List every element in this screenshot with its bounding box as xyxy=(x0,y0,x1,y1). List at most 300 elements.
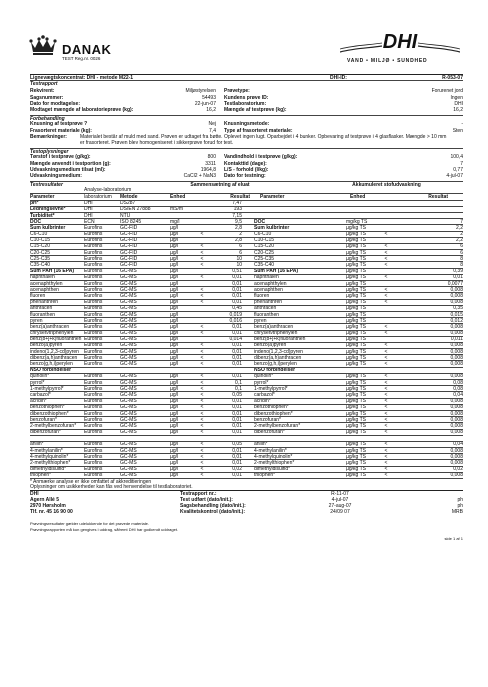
result-param: benzo(a)pyren xyxy=(30,342,63,349)
result-qualifier: < xyxy=(200,466,204,472)
info-label: Sagsnummer: xyxy=(30,94,64,101)
result-qualifier2: < xyxy=(384,249,388,256)
result-param2: NSO forbindelser xyxy=(254,367,296,373)
result-param2: C35-C40 xyxy=(254,262,275,268)
result-qualifier2: < xyxy=(384,422,388,429)
result-unit: µg/l xyxy=(170,292,179,299)
result-param: anthracen xyxy=(30,305,53,311)
result-value2: 0,008 xyxy=(450,354,463,361)
result-method: GC-MS xyxy=(120,274,137,280)
result-method: DS/EN 27888 xyxy=(120,206,151,212)
result-value: 0,01 xyxy=(232,398,242,404)
result-lab: Eurofins xyxy=(84,342,103,349)
prep-value: - xyxy=(461,121,463,128)
result-unit2: µg/kg TS xyxy=(346,336,367,342)
result-unit2: µg/kg TS xyxy=(346,422,367,429)
result-method: GC-FID xyxy=(120,262,138,268)
result-param2: dibenz(a,h)anthracen xyxy=(254,354,302,361)
result-qualifier2: < xyxy=(384,453,388,460)
result-qualifier: < xyxy=(200,231,204,237)
col-lab: laboratorium xyxy=(84,193,112,200)
signoff-label: Kvalitetskontrol (dato/init.): xyxy=(180,509,245,516)
result-unit2: µg/kg TS xyxy=(346,398,367,404)
result-unit2: µg/kg TS xyxy=(346,404,367,410)
prep-label: Knusning af testprøve ? xyxy=(30,121,88,128)
info-label: Rekvirent: xyxy=(30,88,55,95)
result-qualifier: < xyxy=(200,292,204,299)
signoff-hand: 24/09 07 xyxy=(330,509,350,516)
prep-value: 7,4 xyxy=(209,127,216,134)
info-value: Miljøstyrelsen xyxy=(185,88,216,95)
result-param: Turbiditet* xyxy=(30,212,55,219)
result-unit: µg/l xyxy=(170,404,179,410)
result-param: Sum PAH (16 EPA) xyxy=(30,268,74,274)
result-param: Ledningsevne* xyxy=(30,206,66,212)
result-value: 0,1 xyxy=(235,385,242,392)
col-lab-header: Analyse-laboratorium xyxy=(84,187,132,194)
result-param: phenanthren xyxy=(30,299,59,305)
result-unit2: µg/kg TS xyxy=(346,410,367,417)
result-unit: µg/l xyxy=(170,262,179,268)
result-value2: 0,08 xyxy=(453,379,463,386)
test-value: 4-jul-07 xyxy=(446,172,463,179)
result-value: 0,45 xyxy=(232,305,242,311)
info-label: Dato for modtagelse: xyxy=(30,100,81,107)
result-value: 0,05 xyxy=(232,441,242,448)
result-unit: µg/l xyxy=(170,305,179,311)
col-unit2: Enhed xyxy=(350,193,366,200)
result-unit2: µg/kg TS xyxy=(346,342,367,349)
result-unit: µg/l xyxy=(170,398,179,404)
result-value2: 0,008 xyxy=(450,299,463,305)
result-unit2: µg/kg TS xyxy=(346,231,367,237)
result-qualifier: < xyxy=(200,354,204,361)
result-qualifier: < xyxy=(200,274,204,280)
result-value: 10 xyxy=(236,262,242,268)
result-param2: 2-methylbenzofuran* xyxy=(254,422,301,429)
result-lab: Eurofins xyxy=(84,323,103,330)
result-param2: 4-methylanilin* xyxy=(254,447,287,454)
result-unit: µg/l xyxy=(170,299,179,305)
test-value: 7 xyxy=(460,160,463,167)
result-qualifier: < xyxy=(200,342,204,349)
dhi-id-label: DHI-ID: xyxy=(330,74,347,81)
result-method: GC-FID xyxy=(120,237,138,243)
result-qualifier: < xyxy=(200,410,204,417)
result-qualifier2: < xyxy=(384,286,388,293)
section-title: Testrapport xyxy=(30,80,58,87)
signoff-hand: 27-aug-07 xyxy=(328,502,352,509)
result-lab: DHI xyxy=(84,206,93,212)
result-unit2: µg/kg TS xyxy=(346,416,367,423)
result-unit: mS/m xyxy=(170,206,184,212)
result-qualifier: < xyxy=(200,404,204,410)
dhi-tagline: VAND • MILJØ • SUNDHED xyxy=(347,58,428,64)
info-label: Mængde af testprøve (kg): xyxy=(224,107,287,114)
result-method: NTU xyxy=(120,212,131,219)
result-param2: acridin* xyxy=(254,398,271,404)
result-lab: DHI xyxy=(84,212,93,219)
result-value2: 0,008 xyxy=(450,342,463,349)
result-value2: 0,02 xyxy=(453,466,463,472)
result-value: 0,05 xyxy=(232,391,242,398)
result-unit2: µg/kg TS xyxy=(346,262,367,268)
result-param: 2-methylbenzofuran* xyxy=(30,422,77,429)
result-qualifier: < xyxy=(200,323,204,330)
crown-logo-icon xyxy=(28,34,58,56)
result-qualifier2: < xyxy=(384,342,388,349)
result-lab: Eurofins xyxy=(84,472,103,478)
result-unit: µg/l xyxy=(170,323,179,330)
info-value: 16,2 xyxy=(453,107,463,114)
test-value: 1964,8 xyxy=(200,166,216,173)
result-lab: Eurofins xyxy=(84,280,103,287)
result-param: 4-methylquinolin* xyxy=(30,453,69,460)
result-param: 4-methylanilin* xyxy=(30,447,63,454)
result-value2: 0,008 xyxy=(450,398,463,404)
result-unit: µg/l xyxy=(170,268,179,274)
result-unit2: µg/kg TS xyxy=(346,317,367,324)
result-value2: 0,012 xyxy=(450,317,463,324)
result-param: dibenzofuran* xyxy=(30,429,61,435)
result-value: 0,01 xyxy=(232,342,242,349)
result-qualifier: < xyxy=(200,453,204,460)
result-unit: µg/l xyxy=(170,354,179,361)
result-unit: µg/l xyxy=(170,231,179,237)
result-value2: 0,008 xyxy=(450,373,463,379)
result-method: GC-MS xyxy=(120,299,137,305)
result-value: 0,01 xyxy=(232,274,242,280)
result-method: GC-MS xyxy=(120,336,137,342)
result-lab: Eurofins xyxy=(84,237,103,243)
remarks-row xyxy=(30,134,463,140)
result-value: 0,01 xyxy=(232,299,242,305)
result-method: GC-MS xyxy=(120,280,137,287)
result-method: GC-FID xyxy=(120,224,138,231)
results-title: Testresultater xyxy=(30,181,63,188)
result-qualifier2: < xyxy=(384,398,388,404)
result-qualifier2: < xyxy=(384,354,388,361)
result-lab: Eurofins xyxy=(84,391,103,398)
result-value2: 0,011 xyxy=(450,336,463,342)
result-param2: benzo(g,h,i)perylen xyxy=(254,361,297,367)
result-method: GC-MS xyxy=(120,354,137,361)
result-value2: 0,008 xyxy=(450,416,463,423)
result-param2: indeno(1,2,3-cd)pyren xyxy=(254,348,303,355)
result-unit2: µg/kg TS xyxy=(346,466,367,472)
result-unit2: µg/kg TS xyxy=(346,268,367,274)
footer-row xyxy=(30,537,463,543)
result-param2: acenaphthen xyxy=(254,286,283,293)
result-method: GC-MS xyxy=(120,330,137,336)
info-row xyxy=(30,95,463,101)
result-qualifier2: < xyxy=(384,243,388,250)
result-value: 0,01 xyxy=(232,472,242,478)
result-method: GC-MS xyxy=(120,398,137,404)
result-param2: phenanthren xyxy=(254,299,283,305)
result-value2: 0,08 xyxy=(453,385,463,392)
result-qualifier: < xyxy=(200,262,204,268)
dhi-name: DHI xyxy=(382,31,418,53)
result-param: benz(b+j+k)fluoranthen xyxy=(30,336,82,342)
result-lab: Eurofins xyxy=(84,398,103,404)
result-value: 0,01 xyxy=(232,410,242,417)
result-value2: 0,01 xyxy=(453,274,463,280)
result-param2: pyren xyxy=(254,317,267,324)
test-value: 800 xyxy=(207,154,216,161)
test-title: Testoplysninger xyxy=(30,148,69,155)
result-param: benz(a)anthracen xyxy=(30,323,70,330)
result-param: dimethyldisulfid* xyxy=(30,466,67,472)
result-method: GC-MS xyxy=(120,416,137,423)
result-param: acenaphthen xyxy=(30,286,59,293)
result-param2: pyrrol* xyxy=(254,379,269,386)
info-label: Testlaboratorium: xyxy=(224,100,267,107)
result-param2: dimethyldisulfid* xyxy=(254,466,291,472)
result-lab: Eurofins xyxy=(84,243,103,250)
result-unit2: µg/kg TS xyxy=(346,391,367,398)
result-qualifier2: < xyxy=(384,323,388,330)
signoff-left: Tlf. nr. 45 16 90 00 xyxy=(30,509,73,516)
result-method: GC-MS xyxy=(120,472,137,478)
result-param2: C15-C20 xyxy=(254,243,275,250)
prep-row xyxy=(30,121,463,127)
result-unit: µg/l xyxy=(170,361,179,367)
result-unit2: µg/kg TS xyxy=(346,249,367,256)
result-unit2: µg/kg TS xyxy=(346,323,367,330)
result-unit: µg/l xyxy=(170,330,179,336)
result-lab: Eurofins xyxy=(84,429,103,435)
result-method: GC-MS xyxy=(120,361,137,367)
result-param: C6-C10 xyxy=(30,231,48,237)
result-lab: Eurofins xyxy=(84,299,103,305)
result-method: GC-MS xyxy=(120,317,137,324)
result-qualifier2: < xyxy=(384,404,388,410)
result-qualifier2: < xyxy=(384,441,388,448)
result-value2: 0,008 xyxy=(450,330,463,336)
prep-value: Sten xyxy=(452,127,463,134)
result-lab: Eurofins xyxy=(84,262,103,268)
result-value2: 2 xyxy=(460,231,463,237)
info-label: Modtaget mængde af laboratorieprøve (kg): xyxy=(30,107,134,114)
test-label: Vandindhold i testprøve (g/kg): xyxy=(224,154,298,161)
prep-label: Type af frasorteret materiale: xyxy=(224,127,293,134)
result-param2: anilin* xyxy=(254,441,268,448)
result-lab: Eurofins xyxy=(84,336,103,342)
result-param2: fluoren xyxy=(254,292,270,299)
test-label: Kontakttid (dage): xyxy=(224,160,267,167)
info-label: Prøvetype: xyxy=(224,88,250,95)
result-param2: carbazol* xyxy=(254,391,275,398)
signoff-left: Agern Allé 5 xyxy=(30,496,59,503)
result-lab: Eurofins xyxy=(84,441,103,448)
result-unit2: µg/kg TS xyxy=(346,255,367,262)
result-value2: 6 xyxy=(460,243,463,250)
result-lab: Eurofins xyxy=(84,453,103,460)
result-unit: µg/l xyxy=(170,280,179,287)
test-value: 0,77 xyxy=(453,166,463,173)
signoff-row xyxy=(30,503,463,509)
result-unit: µg/l xyxy=(170,379,179,386)
result-lab: ECN xyxy=(84,218,95,225)
result-unit: µg/l xyxy=(170,249,179,256)
test-label: Dato for testning: xyxy=(224,172,266,179)
result-lab: Eurofins xyxy=(84,354,103,361)
result-lab: DHI xyxy=(84,200,93,206)
result-value2: 0,008 xyxy=(450,361,463,367)
result-unit: µg/l xyxy=(170,342,179,349)
result-param: quinolin* xyxy=(30,373,50,379)
result-unit: µg/l xyxy=(170,255,179,262)
result-qualifier: < xyxy=(200,441,204,448)
info-value: 16,2 xyxy=(206,107,216,114)
result-qualifier2: < xyxy=(384,379,388,386)
result-value: 7,47 xyxy=(232,200,242,206)
test-value: 3311 xyxy=(205,160,216,167)
result-value2: 2,2 xyxy=(456,224,463,231)
test-row xyxy=(30,160,463,166)
result-qualifier2: < xyxy=(384,410,388,417)
result-unit: µg/l xyxy=(170,373,179,379)
result-value2: 8 xyxy=(460,255,463,262)
result-value: 0,01 xyxy=(232,429,242,435)
prep-row xyxy=(30,128,463,134)
result-param: dibenz(a,h)anthracen xyxy=(30,354,78,361)
result-param2: benz(b+j+k)fluoranthen xyxy=(254,336,306,342)
result-value2: 6 xyxy=(460,249,463,256)
result-unit: µg/l xyxy=(170,453,179,460)
test-label: Udvaskningsmedium tilsat (ml): xyxy=(30,166,106,173)
info-value: Ingen xyxy=(450,94,463,101)
section-row xyxy=(30,80,463,86)
result-lab: Eurofins xyxy=(84,385,103,392)
result-method: GC-MS xyxy=(120,441,137,448)
result-value: 6 xyxy=(239,249,242,256)
result-param2: fluoranthen xyxy=(254,311,280,318)
result-unit: µg/l xyxy=(170,274,179,280)
result-qualifier2: < xyxy=(384,447,388,454)
result-method: GC-MS xyxy=(120,422,137,429)
info-label: Kundens prøve ID: xyxy=(224,94,269,101)
result-value: 0,01 xyxy=(232,447,242,454)
test-row xyxy=(30,167,463,173)
result-unit2: µg/kg TS xyxy=(346,379,367,386)
result-method: GC-MS xyxy=(120,385,137,392)
page-number: side 1 af 1 xyxy=(444,537,463,542)
dhi-id: R-053-07 xyxy=(442,74,463,81)
result-param: carbazol* xyxy=(30,391,51,398)
result-value: 0,02 xyxy=(232,466,242,472)
result-lab: Eurofins xyxy=(84,447,103,454)
result-value2: 2,2 xyxy=(456,237,463,243)
result-param2: C6-C10 xyxy=(254,231,272,237)
result-value: 0,016 xyxy=(229,317,242,324)
result-method: GC-MS xyxy=(120,373,137,379)
result-param2: quinolin* xyxy=(254,373,274,379)
signoff-init: ph xyxy=(457,496,463,503)
result-qualifier: < xyxy=(200,422,204,429)
result-unit: µg/l xyxy=(170,336,179,342)
signoff-hand: 4-jul-07 xyxy=(331,496,349,503)
result-value: 0,01 xyxy=(232,292,242,299)
result-value2: 0,008 xyxy=(450,447,463,454)
result-unit2: µg/kg TS xyxy=(346,224,367,231)
prep-title-row xyxy=(30,115,463,121)
remarks-row-2 xyxy=(30,140,463,146)
info-value: DHI xyxy=(454,100,463,107)
result-unit: µg/l xyxy=(170,416,179,423)
result-unit: µg/l xyxy=(170,243,179,250)
result-qualifier: < xyxy=(200,373,204,379)
result-method: GC-MS xyxy=(120,429,137,435)
result-param2: naphthalen xyxy=(254,274,279,280)
result-param: C10-C15 xyxy=(30,237,51,243)
result-method: GC-MS xyxy=(120,466,137,472)
result-unit2: µg/kg TS xyxy=(346,472,367,478)
result-value: 193 xyxy=(233,206,242,212)
dhi-wave-logo-icon xyxy=(340,30,460,56)
result-method: GC-MS xyxy=(120,391,137,398)
signoff-label: Testrapport nr.: xyxy=(180,490,217,497)
page-header xyxy=(0,0,488,72)
signoff-left: 2970 Hørsholm xyxy=(30,502,66,509)
result-unit: µg/l xyxy=(170,311,179,318)
result-method: GC-MS xyxy=(120,305,137,311)
result-value: 0,01 xyxy=(232,373,242,379)
result-method: GC-FID xyxy=(120,249,138,256)
note-row xyxy=(30,478,463,484)
result-lab: Eurofins xyxy=(84,231,103,237)
result-param: pyrrol* xyxy=(30,379,45,386)
result-qualifier: < xyxy=(200,460,204,466)
result-param: C35-C40 xyxy=(30,262,51,268)
result-qualifier2: < xyxy=(384,255,388,262)
result-unit2: µg/kg TS xyxy=(346,460,367,466)
result-qualifier2: < xyxy=(384,373,388,379)
result-unit2: µg/kg TS xyxy=(346,237,367,243)
result-unit: µg/l xyxy=(170,472,179,478)
report-title-row xyxy=(30,74,463,80)
result-param2: 1-methylpyrrol* xyxy=(254,385,288,392)
result-value: 0,01 xyxy=(232,286,242,293)
test-value: CaCl2 + NaN3 xyxy=(183,172,216,179)
result-value: 9,5 xyxy=(235,218,242,225)
result-value: 0,01 xyxy=(232,348,242,355)
result-qualifier2: < xyxy=(384,391,388,398)
signoff-init: MRB xyxy=(451,509,463,516)
result-value: 0,01 xyxy=(232,323,242,330)
result-unit: µg/l xyxy=(170,410,179,417)
result-lab: Eurofins xyxy=(84,361,103,367)
result-unit: µg/l xyxy=(170,429,179,435)
result-value: 0,01 xyxy=(232,354,242,361)
result-value2: 0,04 xyxy=(453,391,463,398)
result-qualifier: < xyxy=(200,361,204,367)
result-param: NSO forbindelser xyxy=(30,367,72,373)
result-param: pH* xyxy=(30,200,39,206)
footer-1: Prøvningsresultater gælder udelukkende for det prøvede materiale. xyxy=(30,521,149,526)
result-value2: 0,015 xyxy=(450,311,463,318)
result-lab: Eurofins xyxy=(84,274,103,280)
result-qualifier2: < xyxy=(384,385,388,392)
signoff-hand: R-11-07 xyxy=(331,490,349,497)
result-param: C20-C25 xyxy=(30,249,51,256)
result-param2: C25-C35 xyxy=(254,255,275,262)
result-qualifier2: < xyxy=(384,429,388,435)
report-body xyxy=(30,74,463,543)
prep-label: Frasorteret materiale (kg): xyxy=(30,127,92,134)
result-qualifier: < xyxy=(200,348,204,355)
